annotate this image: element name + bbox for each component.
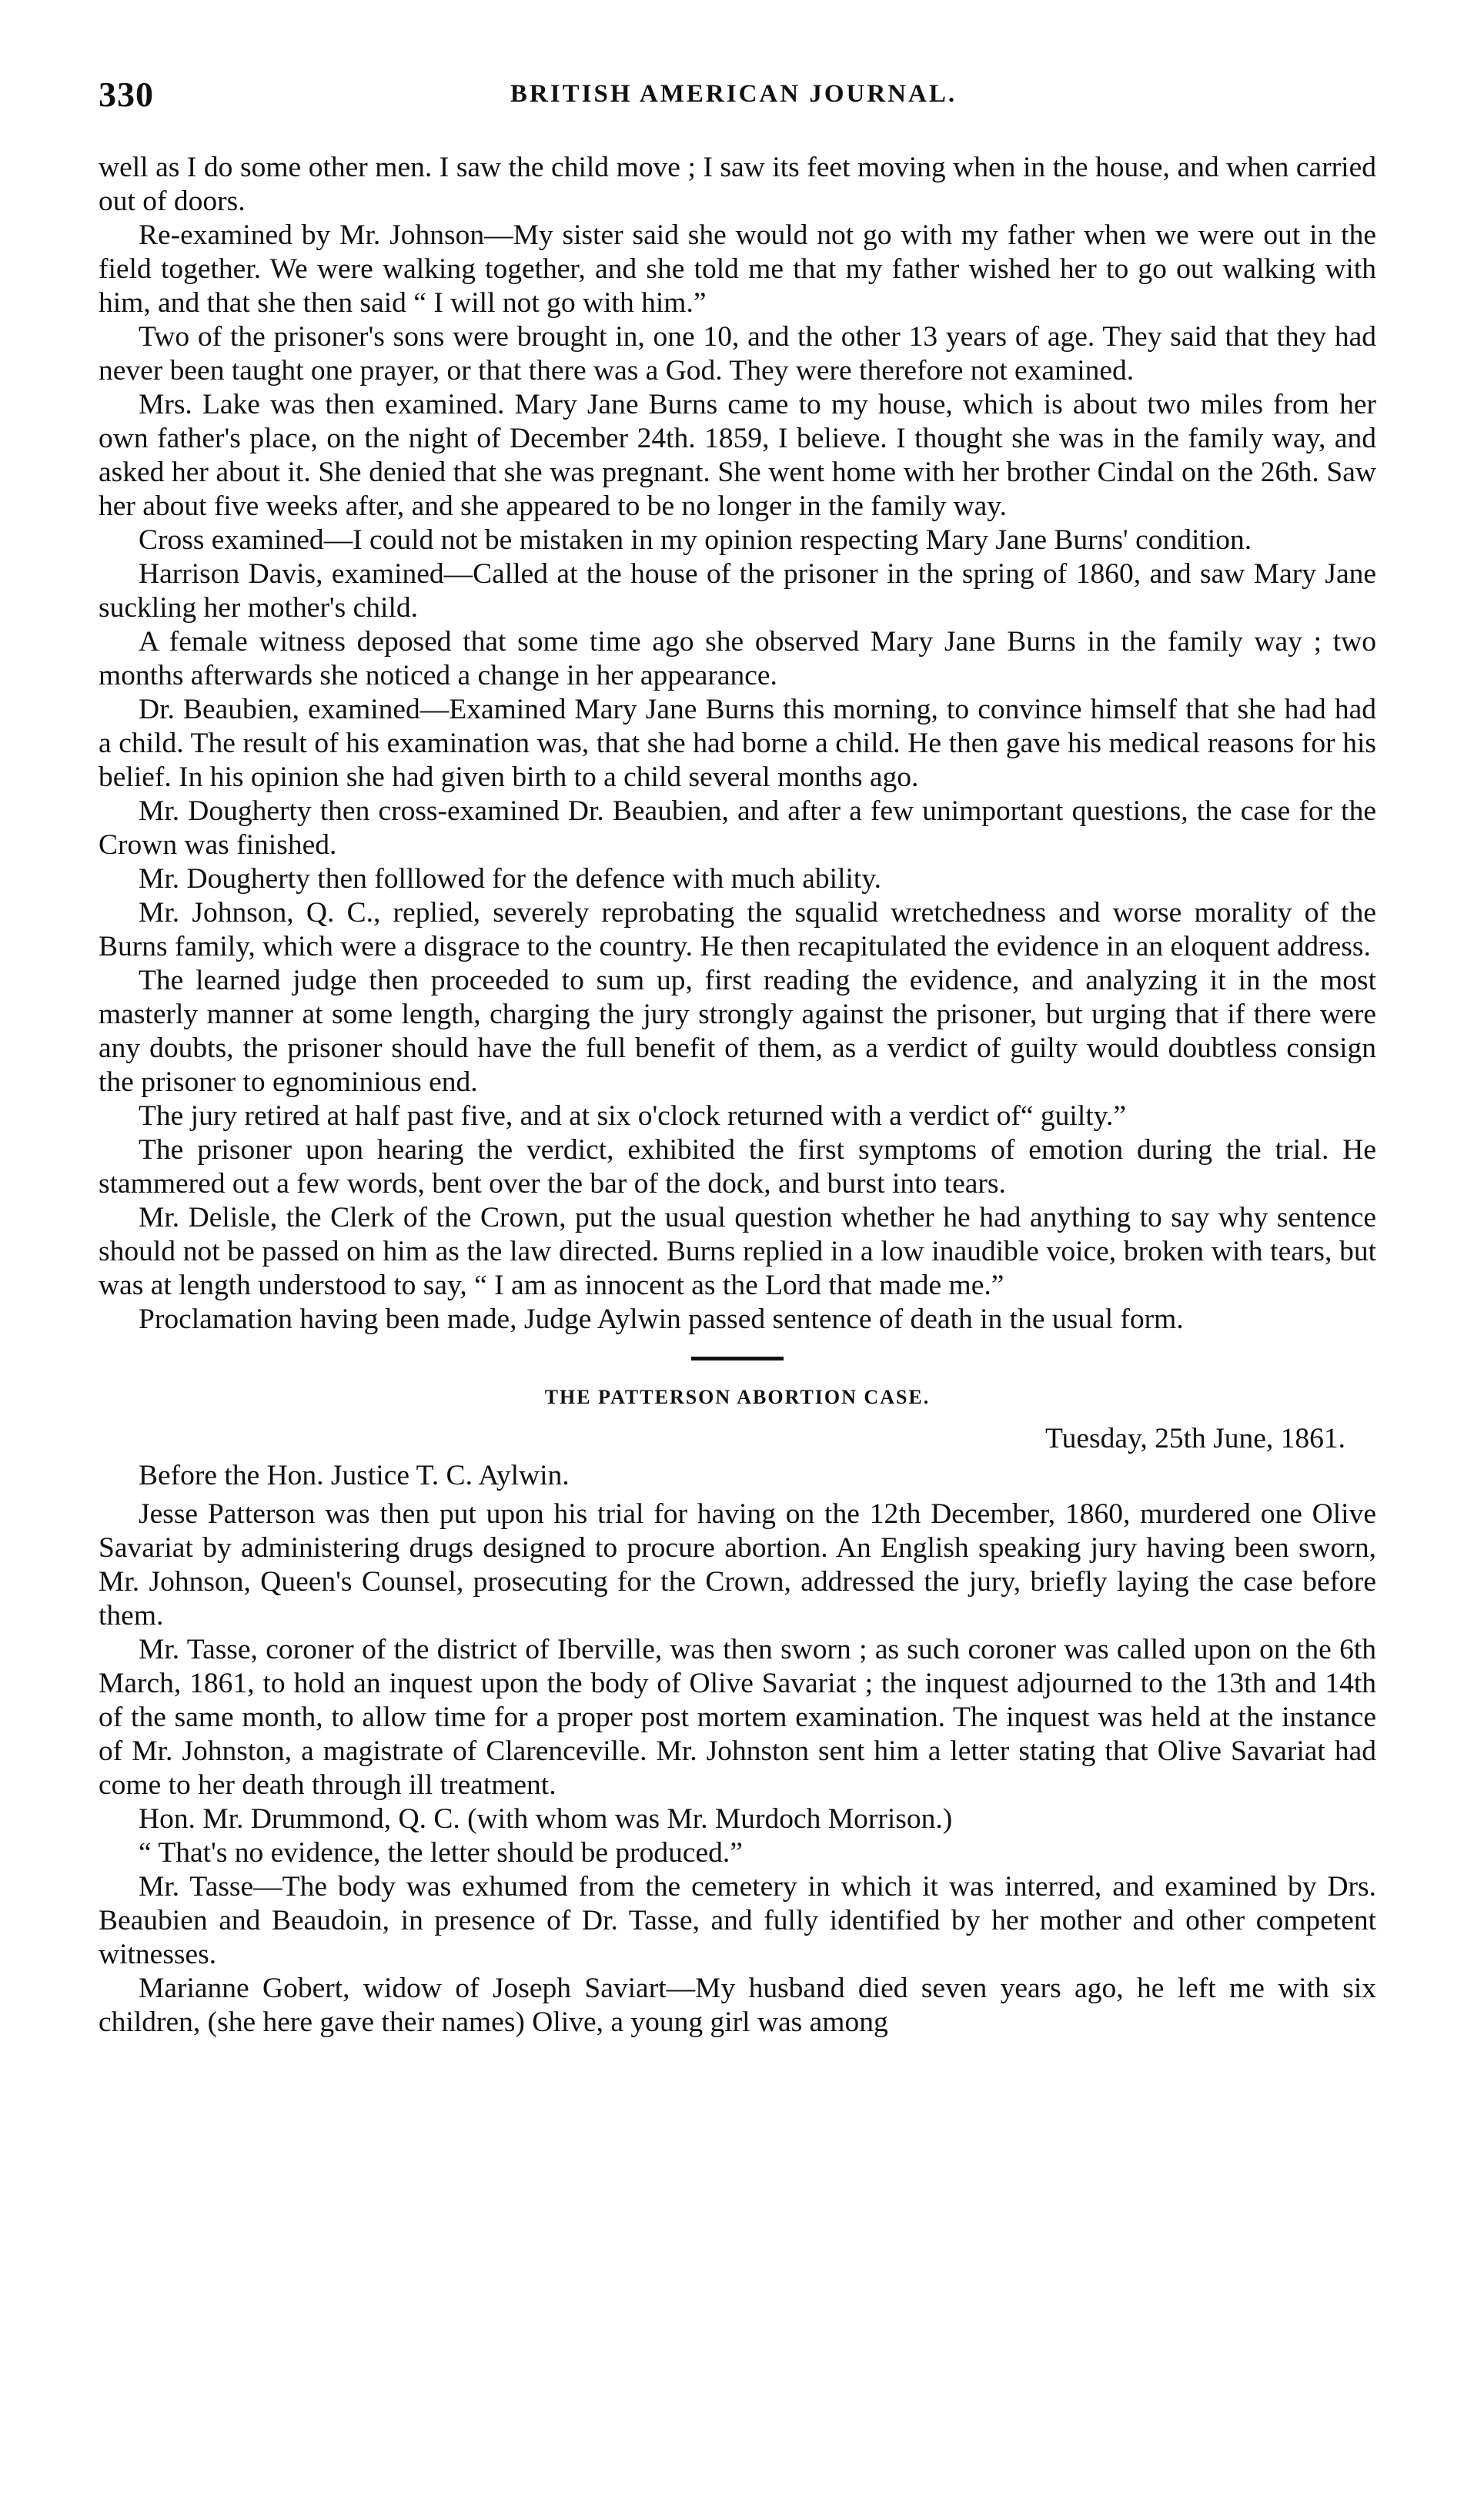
paragraph: Mr. Dougherty then cross-examined Dr. Beaubien, and after a few unimportant questions, the case for the Crown was finished. xyxy=(99,795,1376,861)
paragraph: Mr. Dougherty then folllowed for the defence with much ability. xyxy=(139,863,882,895)
article-body xyxy=(99,151,1376,2040)
paragraph: A female witness deposed that some time ago she observed Mary Jane Burns in the family way ; two months afterwards she noticed a change in her appearance. xyxy=(99,626,1376,691)
paragraph: Mr. Tasse, coroner of the district of Iberville, was then sworn ; as such coroner was called upon on the 6th March, 1861, to hold an inquest upon the body of Olive Savariat ; the inquest adjourned to the 13th and 14th of the same month, to allow time for a proper post mortem examination. The inquest was held at the instance of Mr. Johnston, a magistrate of Clarenceville. Mr. Johnston sent him a letter stating that Olive Savariat had come to her death through ill treatment. xyxy=(99,1634,1376,1801)
paragraph: Proclamation having been made, Judge Aylwin passed sentence of death in the usual form. xyxy=(139,1304,1184,1335)
paragraph: well as I do some other men. I saw the child move ; I saw its feet moving when in the house, and when carried out of doors. xyxy=(99,152,1376,217)
paragraph: Cross examined—I could not be mistaken in my opinion respecting Mary Jane Burns' condition. xyxy=(139,524,1252,556)
paragraph: Mrs. Lake was then examined. Mary Jane Burns came to my house, which is about two miles from her own father's place, on the night of December 24th. 1859, I believe. I thought she was in the family way, and asked her about it. She denied that she was pregnant. She went home with her brother Cindal on the 26th. Saw her about five weeks after, and she appeared to be no longer in the family way. xyxy=(99,389,1376,522)
court-line: Before the Hon. Justice T. C. Aylwin. xyxy=(139,1460,570,1491)
paragraph: Re-examined by Mr. Johnson—My sister said she would not go with my father when we were out in the field together. We were walking together, and she told me that my father wished her to go out walking with him, and that she then said “ I will not go with him.” xyxy=(99,219,1376,319)
paragraph: “ That's no evidence, the letter should be produced.” xyxy=(139,1837,743,1869)
paragraph: Dr. Beaubien, examined—Examined Mary Jane Burns this morning, to convince himself that she had had a child. The result of his examination was, that she had borne a child. He then gave his medical reasons for his belief. In his opinion she had given birth to a child several months ago. xyxy=(99,694,1376,793)
paragraph: Jesse Patterson was then put upon his trial for having on the 12th December, 1860, murdered one Olive Savariat by administering drugs designed to procure abortion. An English speaking jury having been sworn, Mr. Johnson, Queen's Counsel, prosecuting for the Crown, addressed the jury, briefly laying the case before them. xyxy=(99,1498,1376,1632)
section-divider xyxy=(691,1357,784,1360)
section-title: THE PATTERSON ABORTION CASE. xyxy=(544,1386,931,1408)
page-header xyxy=(99,74,1369,120)
paragraph: Mr. Johnson, Q. C., replied, severely reprobating the squalid wretchedness and worse morality of the Burns family, which were a disgrace to the country. He then recapitulated the evidence in an eloquent address. xyxy=(99,897,1376,962)
paragraph: Two of the prisoner's sons were brought in, one 10, and the other 13 years of age. They said that they had never been taught one prayer, or that there was a God. They were therefore not examined. xyxy=(99,321,1376,387)
paragraph: Hon. Mr. Drummond, Q. C. (with whom was Mr. Murdoch Morrison.) xyxy=(139,1803,953,1835)
running-head: BRITISH AMERICAN JOURNAL. xyxy=(510,80,958,108)
paragraph: Marianne Gobert, widow of Joseph Saviart—My husband died seven years ago, he left me with six children, (she here gave their names) Olive, a young girl was among xyxy=(99,1973,1376,2038)
paragraph: Mr. Tasse—The body was exhumed from the cemetery in which it was interred, and examined by Drs. Beaubien and Beaudoin, in presence of Dr. Tasse, and fully identified by her mother and other competent witnesses. xyxy=(99,1871,1376,1970)
page-number: 330 xyxy=(99,75,154,114)
paragraph: Harrison Davis, examined—Called at the house of the prisoner in the spring of 1860, and saw Mary Jane suckling her mother's child. xyxy=(99,558,1376,624)
paragraph: Mr. Delisle, the Clerk of the Crown, put the usual question whether he had anything to say why sentence should not be passed on him as the law directed. Burns replied in a low inaudible voice, broken with tears, but was at length understood to say, “ I am as innocent as the Lord that made me.” xyxy=(99,1202,1376,1301)
dateline: Tuesday, 25th June, 1861. xyxy=(1045,1423,1345,1454)
paragraph: The jury retired at half past five, and at six o'clock returned with a verdict of“ guilty.” xyxy=(139,1100,1127,1132)
paragraph: The prisoner upon hearing the verdict, exhibited the first symptoms of emotion during the trial. He stammered out a few words, bent over the bar of the dock, and burst into tears. xyxy=(99,1134,1376,1200)
paragraph: The learned judge then proceeded to sum up, first reading the evidence, and analyzing it in the most masterly manner at some length, charging the jury strongly against the prisoner, but urging that if there were any doubts, the prisoner should have the full benefit of them, as a verdict of guilty would doubtless consign the prisoner to egnominious end. xyxy=(99,965,1376,1098)
